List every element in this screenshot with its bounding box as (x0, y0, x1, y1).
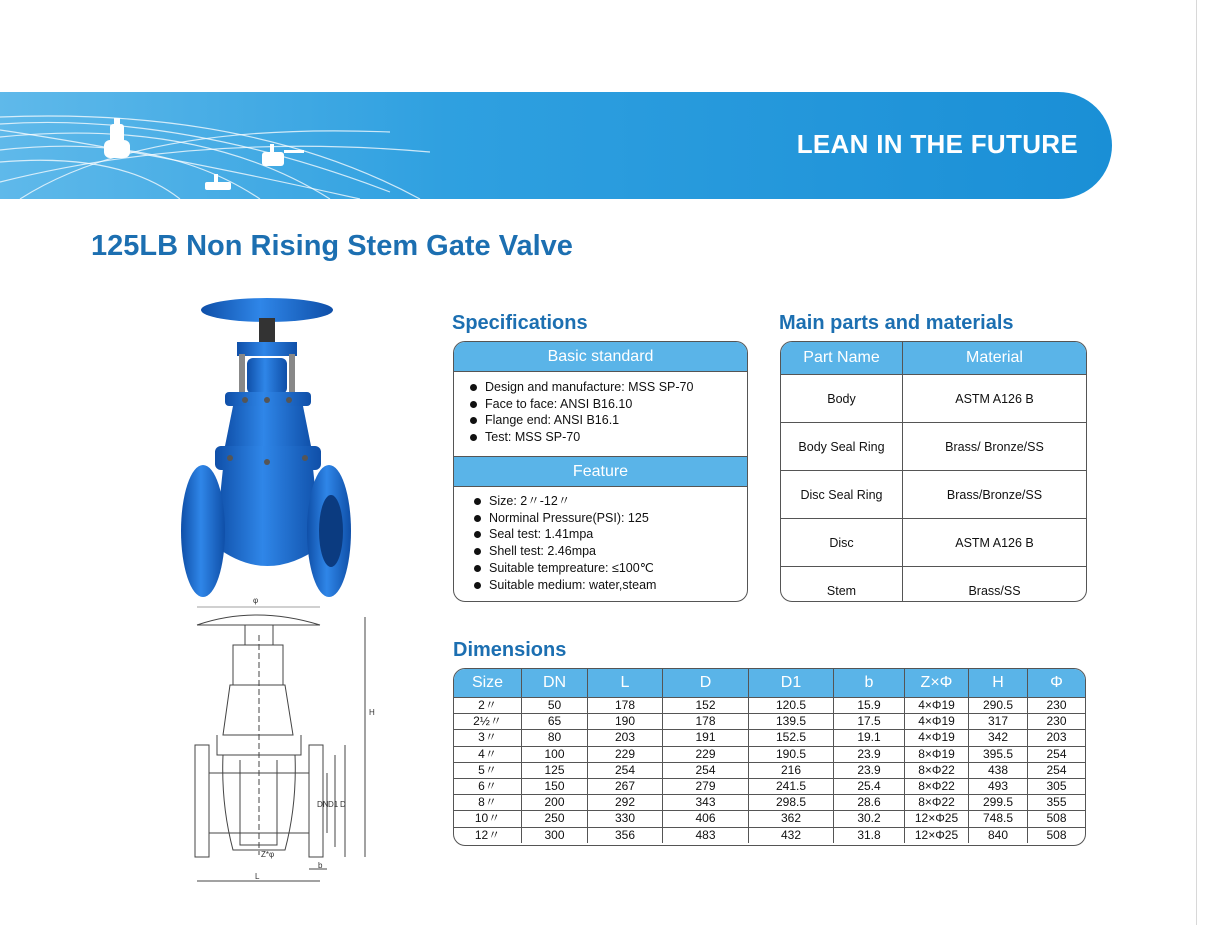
table-cell: 50 (522, 698, 588, 714)
table-cell: 10〃 (454, 811, 522, 827)
part-material: ASTM A126 B (903, 375, 1087, 423)
parts-table (781, 342, 1086, 602)
table-row (781, 567, 1086, 603)
table-cell: 28.6 (834, 795, 905, 811)
table-cell: 25.4 (834, 778, 905, 794)
table-cell: 100 (522, 746, 588, 762)
table-row (454, 714, 1085, 730)
table-cell: 12×Φ25 (905, 811, 969, 827)
table-header-row (781, 342, 1086, 375)
table-row (454, 762, 1085, 778)
part-name: Body Seal Ring (781, 423, 903, 471)
valve-product-image (175, 296, 355, 606)
list-item: Size: 2〃-12〃 (474, 493, 747, 510)
table-cell: 230 (1028, 698, 1086, 714)
table-cell: 230 (1028, 714, 1086, 730)
table-cell: 30.2 (834, 811, 905, 827)
table-cell: 120.5 (749, 698, 834, 714)
table-cell: 356 (588, 827, 663, 843)
table-cell: 4×Φ19 (905, 730, 969, 746)
table-cell: 4〃 (454, 746, 522, 762)
part-name: Body (781, 375, 903, 423)
dimensions-body (454, 698, 1085, 843)
table-row (454, 795, 1085, 811)
list-item: Suitable tempreature: ≤100℃ (474, 560, 747, 577)
list-item: Norminal Pressure(PSI): 125 (474, 510, 747, 527)
table-cell: 330 (588, 811, 663, 827)
table-cell: 216 (749, 762, 834, 778)
table-row (781, 375, 1086, 423)
table-cell: 254 (663, 762, 749, 778)
table-cell: 191 (663, 730, 749, 746)
parts-title: Main parts and materials (779, 312, 1014, 334)
list-item: Suitable medium: water,steam (474, 577, 747, 594)
table-cell: 152 (663, 698, 749, 714)
specifications-title: Specifications (452, 312, 588, 334)
drawing-label-phi: φ (253, 596, 259, 605)
table-cell: 406 (663, 811, 749, 827)
table-row (454, 827, 1085, 843)
table-row (781, 519, 1086, 567)
table-cell: 15.9 (834, 698, 905, 714)
table-cell: 493 (969, 778, 1028, 794)
table-cell: 178 (588, 698, 663, 714)
table-cell: 23.9 (834, 746, 905, 762)
parts-box (780, 341, 1087, 602)
table-cell: 8×Φ22 (905, 762, 969, 778)
page-title: 125LB Non Rising Stem Gate Valve (91, 230, 573, 262)
column-header: Z×Φ (905, 669, 969, 698)
feature-heading: Feature (454, 456, 747, 487)
part-material: Brass/Bronze/SS (903, 471, 1087, 519)
basic-standard-list (454, 372, 747, 456)
valve-technical-drawing (185, 595, 385, 890)
table-cell: 31.8 (834, 827, 905, 843)
column-header: Part Name (781, 342, 903, 375)
header-banner (0, 92, 1112, 199)
column-header: H (969, 669, 1028, 698)
drawing-label-zphi: Z*φ (261, 850, 275, 859)
table-cell: 17.5 (834, 714, 905, 730)
list-item: Flange end: ANSI B16.1 (470, 412, 747, 429)
drawing-label-b: b (318, 861, 323, 870)
table-cell: 229 (663, 746, 749, 762)
list-item: Seal test: 1.41mpa (474, 526, 747, 543)
table-cell: 362 (749, 811, 834, 827)
table-cell: 178 (663, 714, 749, 730)
table-cell: 12×Φ25 (905, 827, 969, 843)
column-header: DN (522, 669, 588, 698)
column-header: Size (454, 669, 522, 698)
table-cell: 2½〃 (454, 714, 522, 730)
table-cell: 8×Φ22 (905, 795, 969, 811)
part-name: Stem (781, 567, 903, 603)
table-cell: 300 (522, 827, 588, 843)
table-cell: 483 (663, 827, 749, 843)
table-cell: 5〃 (454, 762, 522, 778)
table-cell: 8×Φ22 (905, 778, 969, 794)
dimensions-box (453, 668, 1086, 846)
basic-standard-heading: Basic standard (454, 342, 747, 372)
list-item: Design and manufacture: MSS SP-70 (470, 379, 747, 396)
table-cell: 65 (522, 714, 588, 730)
table-cell: 203 (1028, 730, 1086, 746)
column-header: D (663, 669, 749, 698)
part-material: Brass/ Bronze/SS (903, 423, 1087, 471)
specifications-box (453, 341, 748, 602)
table-cell: 438 (969, 762, 1028, 778)
drawing-label-d1: D1 (328, 800, 339, 809)
table-cell: 299.5 (969, 795, 1028, 811)
table-cell: 342 (969, 730, 1028, 746)
page-edge (1196, 0, 1207, 925)
table-cell: 6〃 (454, 778, 522, 794)
table-cell: 254 (1028, 762, 1086, 778)
table-cell: 432 (749, 827, 834, 843)
table-cell: 139.5 (749, 714, 834, 730)
table-cell: 150 (522, 778, 588, 794)
table-cell: 80 (522, 730, 588, 746)
part-material: Brass/SS (968, 583, 1021, 598)
table-cell: 229 (588, 746, 663, 762)
drawing-label-h: H (369, 708, 375, 717)
list-item: Face to face: ANSI B16.10 (470, 396, 747, 413)
table-cell: 508 (1046, 827, 1067, 842)
table-row (781, 471, 1086, 519)
table-cell: 254 (1028, 746, 1086, 762)
table-cell: 23.9 (834, 762, 905, 778)
table-cell: 190 (588, 714, 663, 730)
feature-list (454, 487, 747, 593)
table-cell: 267 (588, 778, 663, 794)
table-cell: 290.5 (969, 698, 1028, 714)
table-header-row (454, 669, 1085, 698)
column-header: L (588, 669, 663, 698)
table-cell: 840 (969, 827, 1028, 843)
table-cell: 250 (522, 811, 588, 827)
table-cell: 241.5 (749, 778, 834, 794)
table-cell: 190.5 (749, 746, 834, 762)
banner-slogan: LEAN IN THE FUTURE (796, 129, 1078, 159)
table-cell: 203 (588, 730, 663, 746)
dimensions-title: Dimensions (453, 639, 567, 661)
column-header: Material (903, 342, 1087, 375)
table-row (454, 746, 1085, 762)
table-cell: 8×Φ19 (905, 746, 969, 762)
dimensions-table (454, 669, 1085, 843)
table-cell: 2〃 (454, 698, 522, 714)
table-cell: 305 (1028, 778, 1086, 794)
column-header: D1 (749, 669, 834, 698)
table-row (781, 423, 1086, 471)
table-cell: 8〃 (454, 795, 522, 811)
list-item: Shell test: 2.46mpa (474, 543, 747, 560)
table-cell: 748.5 (969, 811, 1028, 827)
table-cell: 200 (522, 795, 588, 811)
table-cell: 4×Φ19 (905, 698, 969, 714)
list-item: Test: MSS SP-70 (470, 429, 747, 446)
part-material: ASTM A126 B (903, 519, 1087, 567)
part-name: Disc (781, 519, 903, 567)
table-cell: 298.5 (749, 795, 834, 811)
table-cell: 395.5 (969, 746, 1028, 762)
table-cell: 317 (969, 714, 1028, 730)
part-name: Disc Seal Ring (781, 471, 903, 519)
table-cell: 254 (588, 762, 663, 778)
drawing-label-d: D (340, 800, 346, 809)
drawing-label-l: L (255, 872, 260, 881)
table-row (454, 778, 1085, 794)
table-cell: 355 (1028, 795, 1086, 811)
table-row (454, 698, 1085, 714)
table-row (454, 811, 1085, 827)
table-row (454, 730, 1085, 746)
table-cell: 279 (663, 778, 749, 794)
table-cell: 19.1 (834, 730, 905, 746)
drawing-label-dn: DN (317, 800, 329, 809)
table-cell: 3〃 (454, 730, 522, 746)
table-cell: 152.5 (749, 730, 834, 746)
table-cell: 125 (522, 762, 588, 778)
column-header: Φ (1028, 669, 1086, 698)
table-cell: 292 (588, 795, 663, 811)
table-cell: 343 (663, 795, 749, 811)
column-header: b (834, 669, 905, 698)
table-cell: 508 (1028, 811, 1086, 827)
table-cell: 12〃 (454, 827, 522, 843)
table-cell: 4×Φ19 (905, 714, 969, 730)
